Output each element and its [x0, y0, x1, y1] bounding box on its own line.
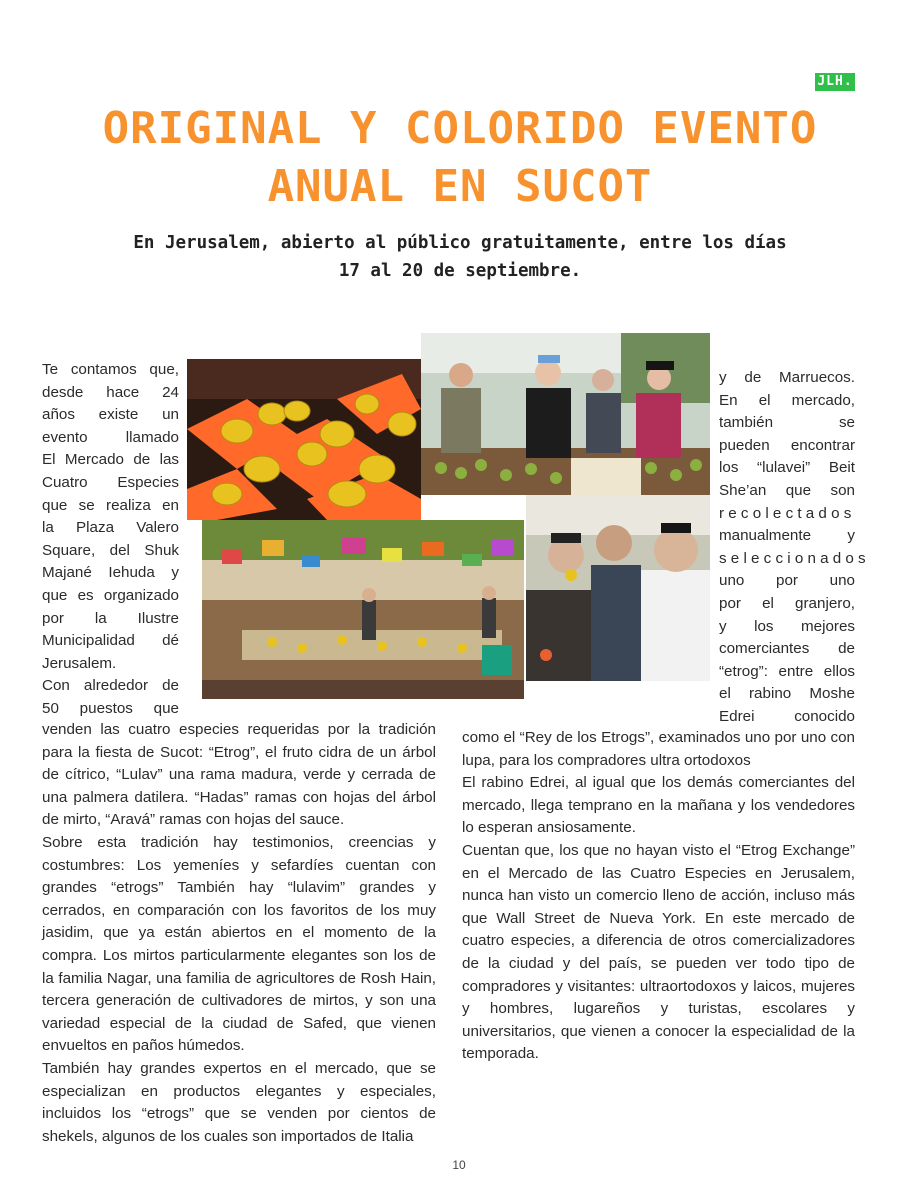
subtitle-line-1: En Jerusalem, abierto al público gratuitamente, entre los días — [133, 233, 787, 253]
page-number: 10 — [452, 1158, 466, 1172]
text-line: manualmente y — [719, 527, 855, 545]
paragraph: El rabino Edrei, al igual que los demás comerciantes del mercado, llega temprano en la mañana y los vendedores lo esperan ansiosamente. — [462, 774, 855, 837]
article-title — [60, 100, 860, 216]
text-line: que es organizado — [42, 586, 179, 604]
text-line: por el granjero, — [719, 594, 855, 612]
text-line: desde hace 24 — [42, 383, 179, 401]
text-line: Cuatro Especies — [42, 473, 179, 491]
text-line: Municipalidad dé — [42, 632, 179, 650]
etrog-fruit-photo — [187, 359, 421, 520]
text-line: seleccionados — [719, 549, 870, 567]
text-line: “etrog”: entre ellos — [719, 662, 855, 680]
text-line: Edrei conocido — [719, 707, 855, 725]
paragraph: venden las cuatro especies requeridas por la tradición para la fiesta de Sucot: “Etrog”, el fruto cidra de un árbol de cítrico, “Lulav” una rama madura, verde y cerrada de una palmera datilera. “Hadas” ramas con hojas del árbol de mirto, “Aravá” ramas con hojas del sauce. — [42, 721, 436, 829]
etrog-inspection-photo — [526, 495, 710, 681]
text-line: y de Marruecos. — [719, 369, 855, 386]
article-subtitle — [60, 229, 860, 285]
text-line: Square, del Shuk — [42, 541, 179, 559]
text-line: comerciantes de — [719, 640, 855, 658]
market-shoppers-photo — [421, 333, 710, 495]
paragraph: Sobre esta tradición hay testimonios, creencias y costumbres: Los yemeníes y sefardíes cuentan con grandes “etrogs” También hay “lulavim” grandes y cerrados, en comparación con los favoritos de los muy jasidim, que ya están abiertos en el momento de la compra. Los mirtos particularmente elegantes son los de la familia Nagar, una familia de agricultores de Rosh Hain, tercera generación de cultivadores de mirtos, y son una variedad especial de la ciudad de Safed, que vienen envueltos en paños húmedos. — [42, 833, 436, 1055]
text-line: En el mercado, — [719, 391, 855, 409]
text-line: que se realiza en — [42, 496, 179, 514]
text-line: y los mejores — [719, 617, 855, 635]
text-line: los “lulavei” Beit — [719, 459, 855, 477]
paragraph: Cuentan que, los que no hayan visto el “Etrog Exchange” en el Mercado de las Cuatro Especies en Jerusalem, nunca han visto un comercio lleno de acción, incluso más que Wall Street de Nueva York. En este mercado de cuatro especies, a diferencia de otros comercializadores de la ciudad y del país, se pueden ver todo tipo de compradores y visitantes: ultraortodoxos y laicos, mujeres y hombres, lugareños y turistas, escolares y universitarios, que vienen a conocer la especialidad de la temporada. — [462, 841, 855, 1063]
text-line: El Mercado de las — [42, 451, 179, 469]
text-line: años existe un — [42, 406, 179, 424]
text-line: uno por uno — [719, 572, 855, 590]
paragraph: como el “Rey de los Etrogs”, examinados uno por uno con lupa, para los compradores ultra ortodoxos — [462, 729, 855, 769]
left-wide-column — [42, 719, 436, 1148]
text-line: pueden encontrar — [719, 436, 855, 454]
text-line: también se — [719, 414, 855, 432]
text-line: la Plaza Valero — [42, 519, 179, 537]
title-line-2: ANUAL EN SUCOT — [267, 161, 653, 212]
text-line: Te contamos que, — [42, 361, 179, 378]
left-narrow-column — [42, 359, 179, 721]
text-line: recolectados — [719, 504, 856, 522]
text-line: She’an que son — [719, 481, 855, 499]
text-line: evento llamado — [42, 428, 179, 446]
right-wide-column — [462, 727, 855, 1066]
text-line: Con alrededor de — [42, 677, 179, 695]
subtitle-line-2: 17 al 20 de septiembre. — [338, 261, 582, 281]
publisher-badge: JLH. — [815, 73, 855, 91]
paragraph: También hay grandes expertos en el mercado, que se especializan en productos elegantes y especiales, incluidos los “etrogs” que se venden por cientos de shekels, algunos de los cuales son importados de Italia — [42, 1059, 436, 1145]
text-line: Jerusalem. — [42, 654, 117, 672]
text-line: el rabino Moshe — [719, 685, 855, 703]
text-line: Majané Iehuda y — [42, 564, 179, 582]
title-line-1: ORIGINAL Y COLORIDO EVENTO — [102, 103, 818, 154]
right-narrow-column — [719, 367, 870, 729]
text-line: por la Ilustre — [42, 609, 179, 627]
market-stalls-photo — [202, 520, 524, 699]
text-line: 50 puestos que — [42, 699, 179, 717]
